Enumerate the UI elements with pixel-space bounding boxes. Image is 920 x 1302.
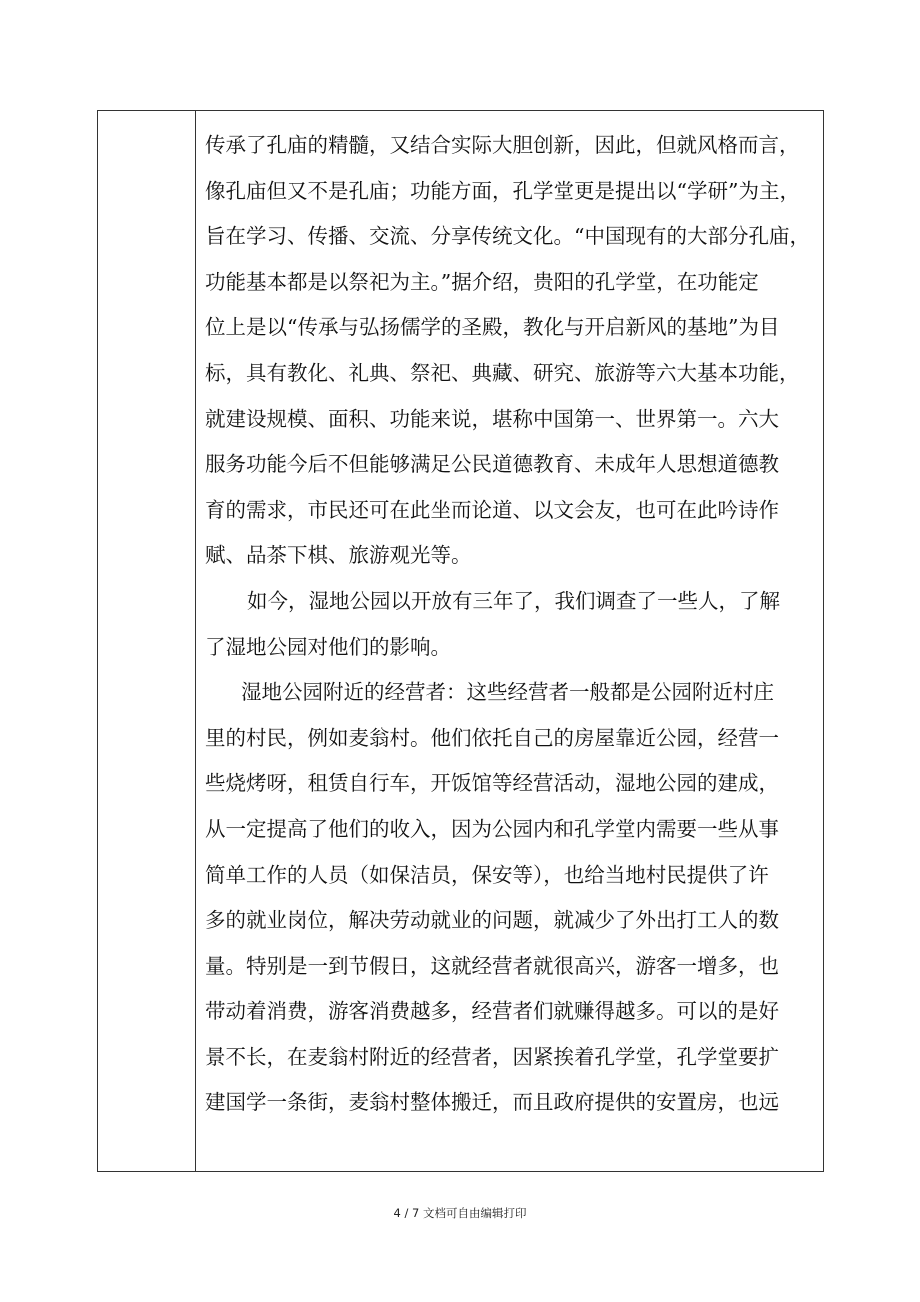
text-line: 位上是以“传承与弘扬儒学的圣殿，教化与开启新风的基地”为目 [205,315,780,340]
text-line: 传承了孔庙的精髓，又结合实际大胆创新，因此，但就风格而言， [205,133,800,157]
text-line: 了湿地公园对他们的影响。 [205,634,451,659]
text-line: 就建设规模、面积、功能来说，堪称中国第一、世界第一。六大 [205,406,779,431]
page-footer: 4 / 7 文档可自由编辑打印 [393,1206,527,1220]
text-line: 建国学一条街，麦翁村整体搬迁，而且政府提供的安置房，也远 [205,1090,779,1115]
paragraph-start-line: 湿地公园附近的经营者：这些经营者一般都是公园附近村庄 [241,680,774,705]
text-line: 像孔庙但又不是孔庙；功能方面，孔学堂更是提出以“学研”为主， [205,178,800,203]
document-table [97,110,824,1172]
text-line: 景不长，在麦翁村附近的经营者，因紧挨着孔学堂，孔学堂要扩 [205,1044,779,1069]
text-line: 从一定提高了他们的收入，因为公园内和孔学堂内需要一些从事 [205,816,779,841]
text-line: 带动着消费，游客消费越多，经营者们就赚得越多。可以的是好 [205,999,779,1024]
text-line: 些烧烤呀，租赁自行车，开饭馆等经营活动，湿地公园的建成， [205,771,779,796]
text-line: 服务功能今后不但能够满足公民道德教育、未成年人思想道德教 [205,452,779,477]
text-line: 简单工作的人员（如保洁员，保安等），也给当地村民提供了许 [205,862,769,887]
text-line: 功能基本都是以祭祀为主。”据介绍，贵阳的孔学堂，在功能定 [205,269,759,294]
text-line: 旨在学习、传播、交流、分享传统文化。“中国现有的大部分孔庙， [205,224,810,249]
text-line: 赋、品茶下棋、旅游观光等。 [205,543,472,568]
text-line: 育的需求，市民还可在此坐而论道、以文会友，也可在此吟诗作 [205,497,779,522]
text-line: 标，具有教化、礼典、祭祀、典藏、研究、旅游等六大基本功能， [205,360,800,385]
text-line: 量。特别是一到节假日，这就经营者就很高兴，游客一增多，也 [205,953,779,978]
paragraph-start-line: 如今，湿地公园以开放有三年了，我们调查了一些人，了解 [247,588,780,613]
table-content-cell [196,111,823,1171]
text-line: 里的村民，例如麦翁村。他们依托自己的房屋靠近公园，经营一 [205,725,779,750]
text-line: 多的就业岗位，解决劳动就业的问题，就减少了外出打工人的数 [205,908,779,933]
table-left-column [98,111,196,1171]
